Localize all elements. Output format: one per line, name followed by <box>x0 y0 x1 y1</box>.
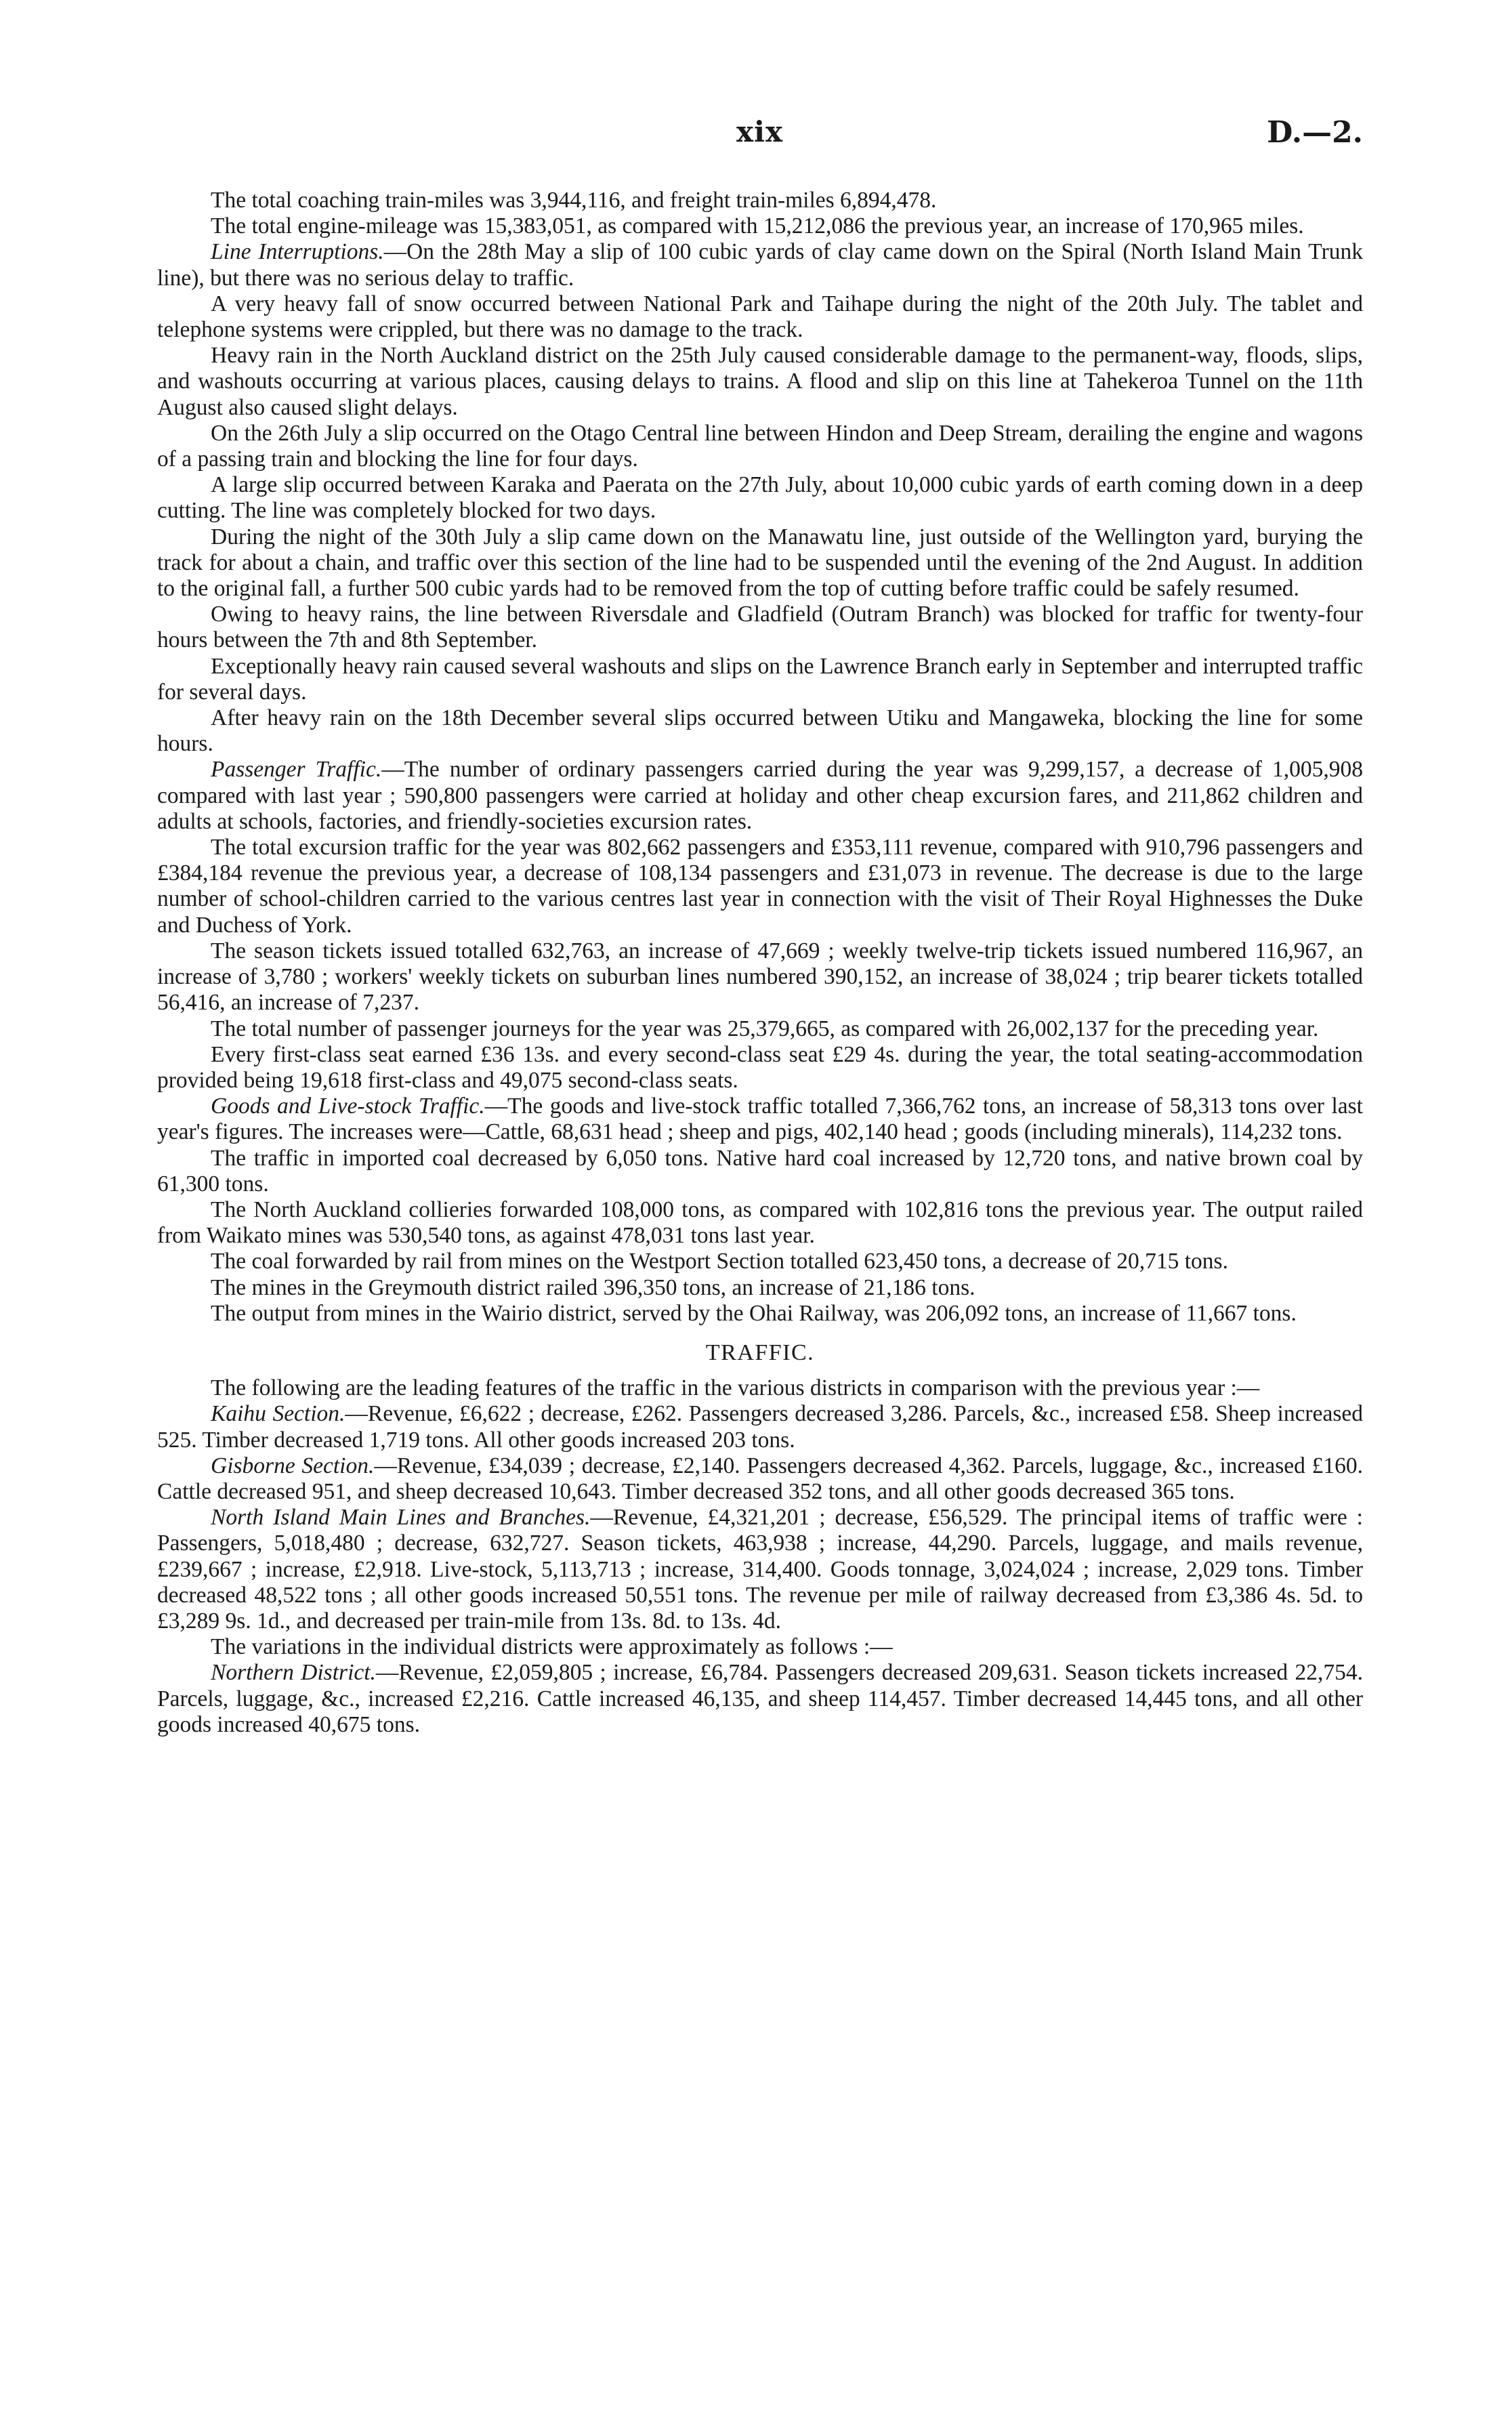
paragraph-text: The output from mines in the Wairio district, served by the Ohai Railway, was 206,092 tons, an increase of 11,667 tons. <box>211 1300 1297 1326</box>
paragraph <box>157 654 1363 705</box>
paragraph <box>157 1146 1363 1197</box>
paragraph <box>157 1042 1363 1094</box>
paragraph-text: —On the 28th May a slip of 100 cubic yards of clay came down on the Spiral (North Island Main Trunk line), but there was no serious delay to traffic. <box>157 239 1363 291</box>
paragraph-text: The total coaching train-miles was 3,944,116, and freight train-miles 6,894,478. <box>211 188 937 213</box>
paragraph-text: —Revenue, £2,059,805 ; increase, £6,784. Passengers decreased 209,631. Season tickets increased 22,754. Parcels, luggage, &c., increased £2,216. Cattle increased 46,135, and sheep 114,457. Timber decreased 14,445 tons, and all other goods increased 40,675 tons. <box>157 1660 1363 1737</box>
paragraph-text: Exceptionally heavy rain caused several washouts and slips on the Lawrence Branch early in September and interrupted traffic for several days. <box>157 653 1363 705</box>
paragraph-text: Owing to heavy rains, the line between Riversdale and Gladfield (Outram Branch) was blocked for traffic for twenty-four hours between the 7th and 8th September. <box>157 602 1363 653</box>
paragraph-lead: Northern District. <box>211 1660 376 1686</box>
paragraph-text: —Revenue, £6,622 ; decrease, £262. Passengers decreased 3,286. Parcels, &c., increased £58. Sheep increased 525. Timber decreased 1,719 tons. All other goods increased 203 tons. <box>157 1401 1363 1453</box>
body-text <box>157 188 1363 1738</box>
paragraph-text: The season tickets issued totalled 632,763, an increase of 47,669 ; weekly twelve-trip tickets issued numbered 116,967, an increase of 3,780 ; workers' weekly tickets on suburban lines numbered 390,152, an increase of 38,024 ; trip bearer tickets totalled 56,416, an increase of 7,237. <box>157 938 1363 1016</box>
paragraph <box>157 835 1363 938</box>
document-reference: D.—2. <box>1267 115 1363 150</box>
paragraph <box>157 1505 1363 1634</box>
paragraph <box>157 421 1363 472</box>
paragraph-text: The total number of passenger journeys for the year was 25,379,665, as compared with 26,002,137 for the preceding year. <box>211 1016 1319 1041</box>
paragraph <box>157 213 1363 239</box>
paragraph <box>157 291 1363 343</box>
paragraph <box>157 705 1363 757</box>
paragraph <box>157 602 1363 653</box>
paragraph-lead: Passenger Traffic. <box>211 757 382 783</box>
paragraph-text: Heavy rain in the North Auckland district on the 25th July caused considerable damage to the permanent-way, floods, slips, and washouts occurring at various places, causing delays to trains. A flood and slip on this line at Tahekeroa Tunnel on the 11th August also caused slight delays. <box>157 343 1363 420</box>
paragraph-lead: North Island Main Lines and Branches. <box>211 1505 591 1531</box>
paragraph <box>157 1401 1363 1453</box>
paragraph-text: Every first-class seat earned £36 13s. and every second-class seat £29 4s. during the year, the total seating-accommodation provided being 19,618 first-class and 49,075 second-class seats. <box>157 1041 1363 1093</box>
paragraph-text: The traffic in imported coal decreased by 6,050 tons. Native hard coal increased by 12,720 tons, and native brown coal by 61,300 tons. <box>157 1145 1363 1197</box>
paragraph <box>157 1275 1363 1301</box>
paragraph <box>157 1016 1363 1042</box>
paragraph-text: The mines in the Greymouth district railed 396,350 tons, an increase of 21,186 tons. <box>211 1274 975 1300</box>
paragraph-text: A large slip occurred between Karaka and Paerata on the 27th July, about 10,000 cubic yards of earth coming down in a deep cutting. The line was completely blocked for two days. <box>157 472 1363 524</box>
paragraph-text: The variations in the individual districts were approximately as follows :— <box>211 1634 893 1660</box>
paragraph <box>157 1375 1363 1401</box>
paragraph-lead: Gisborne Section. <box>211 1453 375 1478</box>
paragraph <box>157 188 1363 213</box>
paragraph <box>157 343 1363 421</box>
paragraph-text: The coal forwarded by rail from mines on the Westport Section totalled 623,450 tons, a decrease of 20,715 tons. <box>211 1249 1228 1274</box>
paragraph-text: A very heavy fall of snow occurred between National Park and Taihape during the night of the 20th July. The tablet and telephone systems were crippled, but there was no damage to the track. <box>157 291 1363 343</box>
paragraph <box>157 757 1363 835</box>
paragraph <box>157 1453 1363 1505</box>
paragraph-text: The North Auckland collieries forwarded 108,000 tons, as compared with 102,816 tons the previous year. The output railed from Waikato mines was 530,540 tons, as against 478,031 tons last year. <box>157 1197 1363 1249</box>
paragraph <box>157 1660 1363 1738</box>
paragraph-text: On the 26th July a slip occurred on the Otago Central line between Hindon and Deep Stream, derailing the engine and wagons of a passing train and blocking the line for four days. <box>157 420 1363 472</box>
paragraph-text: —The goods and live-stock traffic totalled 7,366,762 tons, an increase of 58,313 tons over last year's figures. The increases were—Cattle, 68,631 head ; sheep and pigs, 402,140 head ; goods (including minerals), 114,232 tons. <box>157 1094 1363 1145</box>
paragraph <box>157 938 1363 1016</box>
section-heading: TRAFFIC. <box>705 1339 815 1365</box>
paragraph-text: —Revenue, £34,039 ; decrease, £2,140. Passengers decreased 4,362. Parcels, luggage, &c., increased £160. Cattle decreased 951, and sheep decreased 10,643. Timber decreased 352 tons, and all other goods decreased 365 tons. <box>157 1453 1363 1504</box>
paragraph-text: During the night of the 30th July a slip came down on the Manawatu line, just outside of the Wellington yard, burying the track for about a chain, and traffic over this section of the line had to be suspended until the evening of the 2nd August. In addition to the original fall, a further 500 cubic yards had to be removed from the top of cutting before traffic could be safely resumed. <box>157 524 1363 602</box>
paragraph <box>157 472 1363 524</box>
paragraph <box>157 1249 1363 1274</box>
paragraph <box>157 1301 1363 1327</box>
paragraph-lead: Goods and Live-stock Traffic. <box>211 1094 485 1119</box>
paragraph-text: The following are the leading features of the traffic in the various districts in comparison with the previous year :— <box>211 1375 1260 1401</box>
paragraph-lead: Kaihu Section. <box>211 1401 345 1427</box>
paragraph-lead: Line Interruptions. <box>211 239 384 265</box>
paragraph <box>157 524 1363 602</box>
paragraph-text: —Revenue, £4,321,201 ; decrease, £56,529. The principal items of traffic were : Passengers, 5,018,480 ; decrease, 632,727. Season tickets, 463,938 ; increase, 44,290. Parcels, luggage, and mails revenue, £239,667 ; increase, £2,918. Live-stock, 5,113,713 ; increase, 314,400. Goods tonnage, 3,024,024 ; increase, 2,029 tons. Timber decreased 48,522 tons ; all other goods increased 50,551 tons. The revenue per mile of railway decreased from £3,386 4s. 5d. to £3,289 9s. 1d., and decreased per train-mile from 13s. 8d. to 13s. 4d. <box>157 1505 1363 1634</box>
paragraph <box>157 1197 1363 1249</box>
paragraph-text: The total excursion traffic for the year was 802,662 passengers and £353,111 revenue, compared with 910,796 passengers and £384,184 revenue the previous year, a decrease of 108,134 passengers and £31,073 in revenue. The decrease is due to the large number of school-children carried to the various centres last year in connection with the visit of Their Royal Highnesses the Duke and Duchess of York. <box>157 835 1363 938</box>
paragraph-text: After heavy rain on the 18th December several slips occurred between Utiku and Mangaweka, blocking the line for some hours. <box>157 705 1363 757</box>
paragraph-text: The total engine-mileage was 15,383,051, as compared with 15,212,086 the previous year, an increase of 170,965 miles. <box>211 213 1304 239</box>
paragraph <box>157 239 1363 291</box>
page-number: xix <box>736 115 784 148</box>
paragraph <box>157 1634 1363 1660</box>
paragraph-text: —The number of ordinary passengers carried during the year was 9,299,157, a decrease of 1,005,908 compared with last year ; 590,800 passengers were carried at holiday and other cheap excursion fares, and 211,862 children and adults at schools, factories, and friendly-societies excursion rates. <box>157 757 1363 834</box>
page-header <box>157 115 1363 156</box>
paragraph <box>157 1094 1363 1145</box>
